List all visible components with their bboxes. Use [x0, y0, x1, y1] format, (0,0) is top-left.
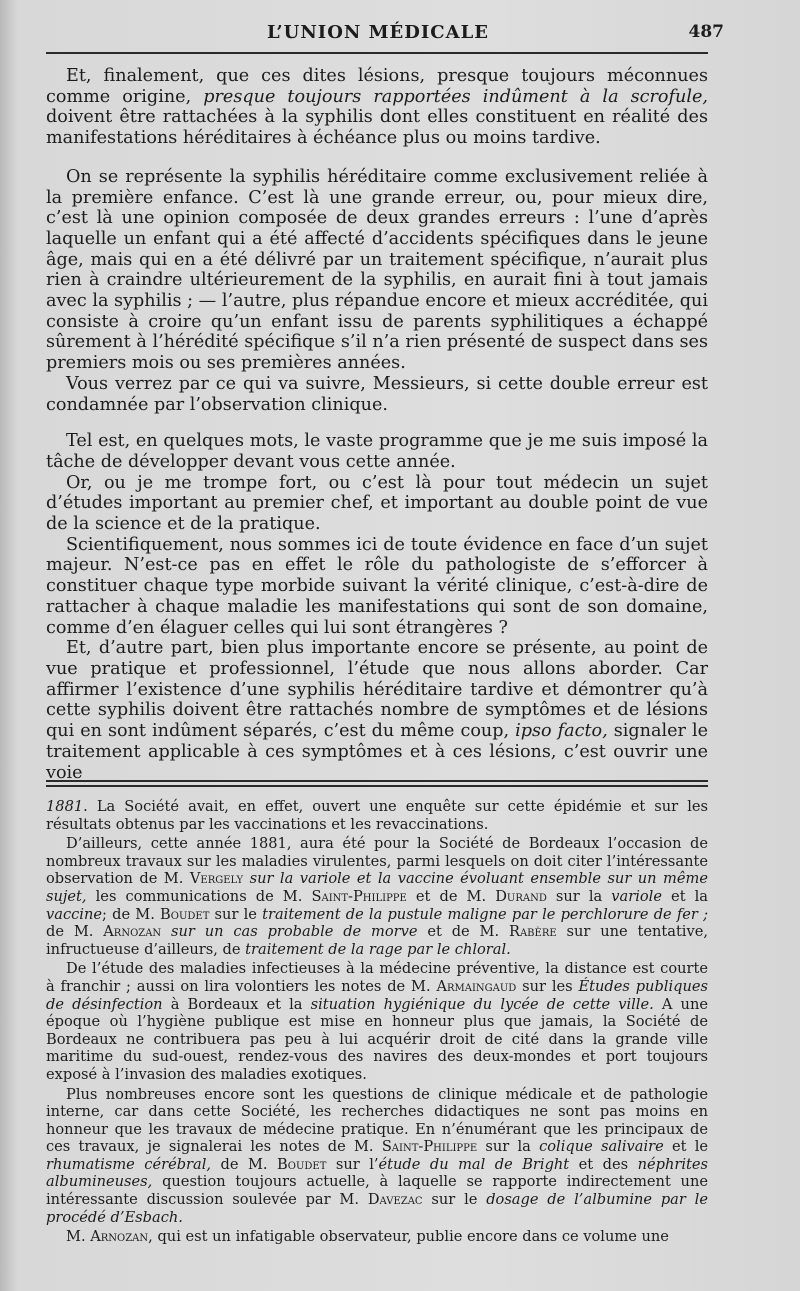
work-title: traitement de la rage par le chloral. [245, 940, 511, 958]
author-name: Rabère [508, 923, 557, 941]
author-name: M. Arnozan [66, 1228, 149, 1246]
paragraph-6: Scientifiquement, nous sommes ici de toute évidence en face d’un sujet majeur. N’est-ce pas en effet le rôle du pathologiste de s’efforcer à constituer chaque type morbide suivant la vérité clinique, c’est-à-dire de rattacher à chaque maladie les manifestations qui sont de son domaine, comme d’en élaguer celles qui lui sont étrangères ? [46, 534, 708, 638]
paragraph-3: Vous verrez par ce qui va suivre, Messieurs, si cette double erreur est condamnée par l’observation clinique. [46, 373, 708, 415]
paragraph-text: Et, finalement, que ces dites lésions, presque toujours méconnues comme origine, [46, 66, 708, 107]
italic-phrase: presque toujours rapportées indûment à la scrofule, [203, 86, 708, 107]
footnote-text: question toujours actuelle, à laquelle se rapporte indirectement une intéressante discussion soulevée par M. [46, 1173, 708, 1209]
footnote-text: et de M. [417, 923, 509, 941]
author-name: Davezac [367, 1191, 423, 1209]
footnote-text: et de M. [406, 887, 496, 905]
main-text [46, 66, 708, 783]
running-head [48, 22, 724, 44]
footnote-text: sur une tentative, infructueuse d’ailleurs, de [46, 923, 708, 958]
footnote-text: sur le [209, 905, 263, 923]
work-title: variole [611, 887, 662, 905]
footnote-text: D’ailleurs, cette année 1881, aura été pour la Société de Bordeaux l’occasion de nombreux travaux sur les maladies virulentes, parmi lesquels on doit citer l’intéressante observation de M. [46, 835, 708, 888]
paragraph-5: Or, ou je me trompe fort, ou c’est là pour tout médecin un sujet d’études important au premier chef, et important au double point de vue de la science et de la pratique. [46, 472, 708, 535]
author-name: Armaingaud [436, 977, 517, 995]
work-title: dosage de l’albumine par le procédé d’Esbach. [46, 1191, 708, 1226]
author-name: Arnozan [103, 923, 162, 941]
footnote-paragraph-3 [46, 960, 708, 1083]
footnote-text: sur la [546, 887, 612, 905]
footnote-paragraph-2 [46, 835, 708, 958]
footnote-paragraph-5 [46, 1228, 708, 1246]
italic-phrase: ipso facto, [515, 721, 608, 742]
journal-title: L’UNION MÉDICALE [267, 22, 489, 43]
footnote-text: et le [663, 1138, 709, 1156]
work-title: vaccine [46, 905, 102, 923]
work-title: colique salivaire [539, 1138, 664, 1156]
work-title: étude du mal de Bright [378, 1155, 570, 1173]
author-name: Boudet [160, 905, 210, 923]
paragraph-text: Et, d’autre part, bien plus importante encore se présente, au point de vue pratique et professionnel, l’étude que nous allons aborder. Car affirmer l’existence d’une syphilis héréditaire tardive et démontrer qu’à cette syphilis doivent être rattachés nombre de symptômes et de lésions qui en sont indûment séparés, c’est du même coup, [46, 638, 708, 742]
author-name: Saint-Philippe [381, 1138, 478, 1156]
footnote-text: Plus nombreuses encore sont les questions de clinique médicale et de pathologie interne, car dans cette Société, les recherches didactiques ne sont pas moins en honneur que les travaux de médecine pratique. En n’énumérant que les principaux de ces travaux, je signalerai les notes de M. [46, 1085, 708, 1156]
footnote-paragraph-4 [46, 1086, 708, 1227]
paragraph-4: Tel est, en quelques mots, le vaste programme que je me suis imposé la tâche de développer devant vous cette année. [46, 431, 708, 472]
author-name: Durand [495, 887, 547, 905]
header-rule [46, 52, 708, 54]
author-name: Vergely [189, 870, 244, 888]
page-number: 487 [688, 22, 724, 42]
footnote-text: . La Société avait, en effet, ouvert une enquête sur cette épidémie et sur les résultats obtenus par les vaccinations et les revaccinations. [46, 798, 708, 833]
footnote-text: sur le [422, 1191, 487, 1209]
footnote-separator [46, 780, 708, 787]
footnote-text: les communications de M. [86, 887, 312, 905]
paragraph-2: On se représente la syphilis héréditaire comme exclusivement reliée à la première enfance. C’est là une grande erreur, ou, pour mieux dire, c’est là une opinion composée de deux grandes erreurs : l’une d’après laquelle un enfant qui a été affecté d’accidents spécifiques dans le jeune âge, mais qui en a été délivré par un traitement spécifique, n’aurait plus rien à craindre ultérieurement de la syphilis, en aurait fini à tout jamais avec la syphilis ; — l’autre, plus répandue encore et mieux accréditée, qui consiste à croire qu’un enfant issu de parents syphilitiques a échappé sûrement à l’hérédité spécifique s’il n’a rien présenté de suspect dans ses premiers mois ou ses premières années. [46, 166, 708, 374]
author-name: Boudet [277, 1155, 327, 1173]
footnote-text: sur les [516, 977, 579, 995]
footnote-year: 1881 [46, 798, 84, 815]
footnote [46, 798, 708, 1246]
footnote-text: A une époque où l’hygiène publique est mise en honneur plus que jamais, la Société de Bordeaux ne contribuera pas peu à lui acquérir droit de cité dans la grande ville maritime du sud-ouest, rendez-vous des navires des deux-mondes et port toujours exposé à l’invasion des maladies exotiques. [46, 995, 708, 1083]
work-title: Études publiques de désinfection [46, 977, 708, 1013]
footnote-text: à Bordeaux et la [162, 995, 311, 1013]
footnote-text: de M. [46, 923, 104, 941]
paragraph-text: signaler le traitement applicable à ces symptômes et à ces lésions, c’est ouvrir une voie [46, 721, 708, 783]
footnote-text: sur la [477, 1138, 540, 1156]
work-title: sur un cas probable de morve [161, 923, 418, 941]
paragraph-text: doivent être rattachées à la syphilis dont elles constituent en réalité des manifestations héréditaires à échéance plus ou moins tardive. [46, 107, 708, 149]
footnote-text: et des [569, 1155, 638, 1173]
work-title: rhumatisme cérébral, [46, 1155, 212, 1173]
footnote-paragraph-1 [46, 798, 708, 833]
paragraph-7 [46, 638, 708, 783]
footnote-text: sur l’ [326, 1155, 379, 1173]
footnote-text: De l’étude des maladies infectieuses à la médecine préventive, la distance est courte à franchir ; aussi on lira volontiers les notes de M. [46, 960, 708, 995]
footnote-text: et la [661, 887, 708, 905]
footnote-text: de M. [211, 1155, 278, 1173]
paragraph-1 [46, 66, 708, 149]
work-title: traitement de la pustule maligne par le perchlorure de fer ; [262, 905, 708, 923]
author-name: Saint-Philippe [311, 887, 407, 905]
footnote-text: ; de M. [102, 905, 161, 923]
footnote-text: , qui est un infatigable observateur, publie encore dans ce volume une [148, 1228, 669, 1246]
work-title: situation hygiénique du lycée de cette ville. [310, 995, 654, 1013]
work-title: sur la variole et la vaccine évoluant ensemble sur un même sujet, [46, 870, 708, 905]
work-title: néphrites albumineuses, [46, 1155, 709, 1191]
